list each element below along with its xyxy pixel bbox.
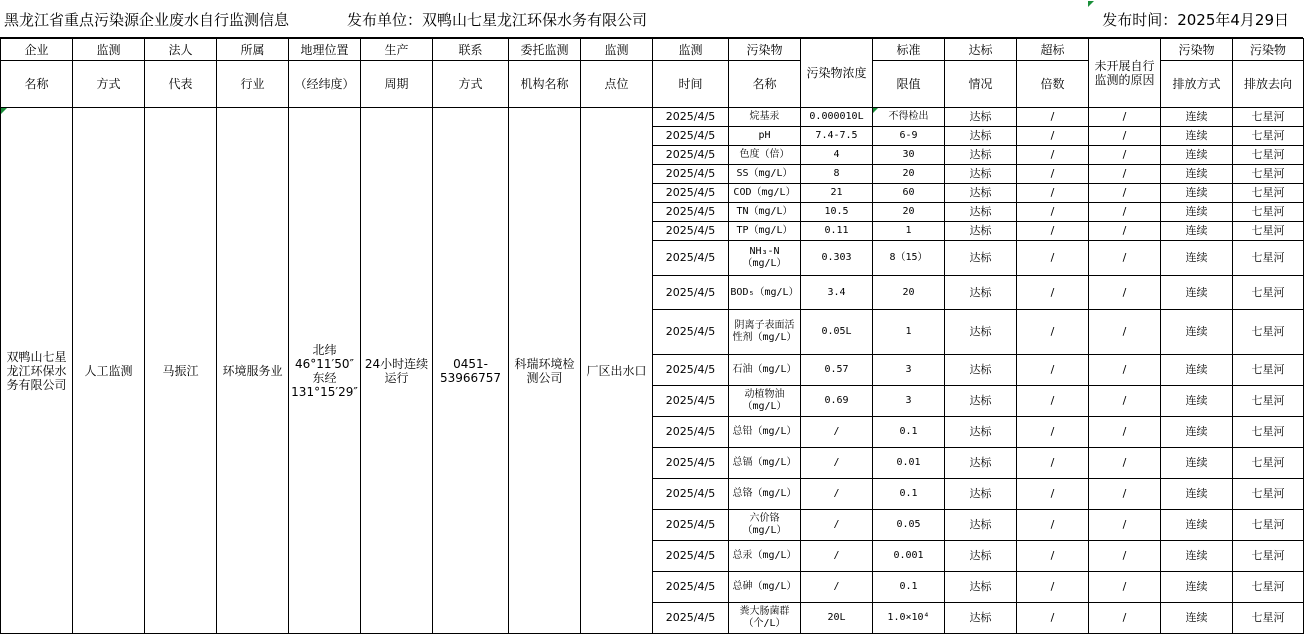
discharge-mode-cell[interactable]: 连续 xyxy=(1161,572,1233,603)
column-header[interactable]: 情况 xyxy=(945,61,1017,108)
column-header[interactable]: 监测 xyxy=(653,39,729,61)
status-cell[interactable]: 达标 xyxy=(945,241,1017,276)
column-header[interactable]: 监测 xyxy=(73,39,145,61)
status-cell[interactable]: 达标 xyxy=(945,127,1017,146)
table-row xyxy=(1,108,1304,127)
date-cell[interactable]: 2025/4/5 xyxy=(653,108,729,127)
discharge-mode-cell[interactable]: 连续 xyxy=(1161,222,1233,241)
limit-cell[interactable]: 3 xyxy=(873,386,945,417)
column-header[interactable]: 排放方式 xyxy=(1161,61,1233,108)
status-cell[interactable]: 达标 xyxy=(945,310,1017,355)
company-cycle-cell[interactable]: 24小时连续运行 xyxy=(361,108,433,634)
limit-cell[interactable]: 8（15） xyxy=(873,241,945,276)
pollutant-cell[interactable]: 总镉（mg/L） xyxy=(729,448,801,479)
column-header[interactable]: 生产 xyxy=(361,39,433,61)
destination-cell[interactable]: 七星河 xyxy=(1233,386,1304,417)
reason-cell[interactable]: / xyxy=(1089,572,1161,603)
destination-cell[interactable]: 七星河 xyxy=(1233,165,1304,184)
pollutant-cell[interactable]: SS（mg/L） xyxy=(729,165,801,184)
column-header[interactable]: 法人 xyxy=(145,39,217,61)
limit-cell[interactable]: 0.01 xyxy=(873,448,945,479)
date-cell[interactable]: 2025/4/5 xyxy=(653,184,729,203)
conc-cell[interactable]: 20L xyxy=(801,603,873,634)
pollutant-cell[interactable]: BOD₅（mg/L） xyxy=(729,276,801,310)
reason-cell[interactable]: / xyxy=(1089,448,1161,479)
destination-cell[interactable]: 七星河 xyxy=(1233,310,1304,355)
destination-cell[interactable]: 七星河 xyxy=(1233,448,1304,479)
pollutant-cell[interactable]: 烷基汞 xyxy=(729,108,801,127)
excess-cell[interactable]: / xyxy=(1017,541,1089,572)
status-cell[interactable]: 达标 xyxy=(945,386,1017,417)
column-header[interactable]: 名称 xyxy=(729,61,801,108)
publish-date: 发布时间：2025年4月29日 xyxy=(1102,11,1289,29)
discharge-mode-cell[interactable]: 连续 xyxy=(1161,310,1233,355)
pollutant-cell[interactable]: 总铅（mg/L） xyxy=(729,417,801,448)
excess-cell[interactable]: / xyxy=(1017,355,1089,386)
date-cell[interactable]: 2025/4/5 xyxy=(653,448,729,479)
column-header[interactable]: 限值 xyxy=(873,61,945,108)
excess-cell[interactable]: / xyxy=(1017,572,1089,603)
reason-cell[interactable]: / xyxy=(1089,108,1161,127)
destination-cell[interactable]: 七星河 xyxy=(1233,222,1304,241)
destination-cell[interactable]: 七星河 xyxy=(1233,510,1304,541)
excess-cell[interactable]: / xyxy=(1017,310,1089,355)
company-location-cell[interactable]: 北纬46°11′50″东经131°15′29″ xyxy=(289,108,361,634)
limit-cell[interactable]: 0.1 xyxy=(873,572,945,603)
conc-cell[interactable]: 0.57 xyxy=(801,355,873,386)
status-cell[interactable]: 达标 xyxy=(945,276,1017,310)
discharge-mode-cell[interactable]: 连续 xyxy=(1161,127,1233,146)
company-industry-cell[interactable]: 环境服务业 xyxy=(217,108,289,634)
limit-cell[interactable]: 60 xyxy=(873,184,945,203)
pollutant-cell[interactable]: COD（mg/L） xyxy=(729,184,801,203)
date-cell[interactable]: 2025/4/5 xyxy=(653,510,729,541)
date-cell[interactable]: 2025/4/5 xyxy=(653,241,729,276)
conc-cell[interactable]: 7.4-7.5 xyxy=(801,127,873,146)
conc-cell[interactable]: 10.5 xyxy=(801,203,873,222)
pollutant-cell[interactable]: 总砷（mg/L） xyxy=(729,572,801,603)
conc-cell[interactable]: / xyxy=(801,448,873,479)
reason-cell[interactable]: / xyxy=(1089,203,1161,222)
discharge-mode-cell[interactable]: 连续 xyxy=(1161,276,1233,310)
pollutant-cell[interactable]: pH xyxy=(729,127,801,146)
column-header[interactable]: 污染物 xyxy=(1161,39,1233,61)
excess-cell[interactable]: / xyxy=(1017,184,1089,203)
column-header[interactable]: 方式 xyxy=(73,61,145,108)
excess-cell[interactable]: / xyxy=(1017,448,1089,479)
excess-cell[interactable]: / xyxy=(1017,479,1089,510)
column-header[interactable]: 污染物 xyxy=(729,39,801,61)
discharge-mode-cell[interactable]: 连续 xyxy=(1161,603,1233,634)
excess-cell[interactable]: / xyxy=(1017,222,1089,241)
discharge-mode-cell[interactable]: 连续 xyxy=(1161,479,1233,510)
destination-cell[interactable]: 七星河 xyxy=(1233,108,1304,127)
reason-cell[interactable]: / xyxy=(1089,310,1161,355)
date-cell[interactable]: 2025/4/5 xyxy=(653,165,729,184)
destination-cell[interactable]: 七星河 xyxy=(1233,241,1304,276)
conc-cell[interactable]: / xyxy=(801,510,873,541)
date-cell[interactable]: 2025/4/5 xyxy=(653,386,729,417)
reason-cell[interactable]: / xyxy=(1089,146,1161,165)
excess-cell[interactable]: / xyxy=(1017,276,1089,310)
discharge-mode-cell[interactable]: 连续 xyxy=(1161,146,1233,165)
column-header[interactable]: 污染物 xyxy=(1233,39,1304,61)
table-body xyxy=(1,39,1304,634)
conc-cell[interactable]: / xyxy=(801,417,873,448)
destination-cell[interactable]: 七星河 xyxy=(1233,127,1304,146)
excess-cell[interactable]: / xyxy=(1017,603,1089,634)
column-header[interactable]: 企业 xyxy=(1,39,73,61)
pollutant-cell[interactable]: 六价铬（mg/L） xyxy=(729,510,801,541)
limit-cell[interactable]: 1 xyxy=(873,310,945,355)
discharge-mode-cell[interactable]: 连续 xyxy=(1161,165,1233,184)
date-cell[interactable]: 2025/4/5 xyxy=(653,146,729,165)
conc-cell[interactable]: 0.000010L xyxy=(801,108,873,127)
monitoring-table xyxy=(0,38,1304,634)
pollutant-cell[interactable]: 总铬（mg/L） xyxy=(729,479,801,510)
conc-cell[interactable]: 21 xyxy=(801,184,873,203)
destination-cell[interactable]: 七星河 xyxy=(1233,417,1304,448)
column-header[interactable]: 未开展自行监测的原因 xyxy=(1089,39,1161,108)
column-header[interactable]: （经纬度） xyxy=(289,61,361,108)
publisher-label: 发布单位：双鸭山七星龙江环保水务有限公司 xyxy=(347,11,648,29)
company-point-cell[interactable]: 厂区出水口 xyxy=(581,108,653,634)
discharge-mode-cell[interactable]: 连续 xyxy=(1161,510,1233,541)
conc-cell[interactable]: 4 xyxy=(801,146,873,165)
pollutant-cell[interactable]: 动植物油（mg/L） xyxy=(729,386,801,417)
limit-cell[interactable]: 20 xyxy=(873,203,945,222)
column-header[interactable]: 时间 xyxy=(653,61,729,108)
company-agency-cell[interactable]: 科瑞环境检测公司 xyxy=(509,108,581,634)
limit-cell[interactable]: 6-9 xyxy=(873,127,945,146)
column-header[interactable]: 达标 xyxy=(945,39,1017,61)
status-cell[interactable]: 达标 xyxy=(945,417,1017,448)
excess-cell[interactable]: / xyxy=(1017,417,1089,448)
column-header[interactable]: 名称 xyxy=(1,61,73,108)
excess-cell[interactable]: / xyxy=(1017,165,1089,184)
limit-cell[interactable]: 0.001 xyxy=(873,541,945,572)
conc-cell[interactable]: 0.69 xyxy=(801,386,873,417)
pollutant-cell[interactable]: 阴离子表面活性剂（mg/L） xyxy=(729,310,801,355)
date-cell[interactable]: 2025/4/5 xyxy=(653,203,729,222)
destination-cell[interactable]: 七星河 xyxy=(1233,355,1304,386)
limit-cell[interactable]: 0.1 xyxy=(873,479,945,510)
column-header[interactable]: 方式 xyxy=(433,61,509,108)
destination-cell[interactable]: 七星河 xyxy=(1233,146,1304,165)
discharge-mode-cell[interactable]: 连续 xyxy=(1161,541,1233,572)
date-cell[interactable]: 2025/4/5 xyxy=(653,572,729,603)
limit-cell[interactable]: 3 xyxy=(873,355,945,386)
date-cell[interactable]: 2025/4/5 xyxy=(653,127,729,146)
pollutant-cell[interactable]: 石油（mg/L） xyxy=(729,355,801,386)
pollutant-cell[interactable]: NH₃-N（mg/L） xyxy=(729,241,801,276)
limit-cell[interactable]: 0.1 xyxy=(873,417,945,448)
column-header[interactable]: 行业 xyxy=(217,61,289,108)
pollutant-cell[interactable]: TN（mg/L） xyxy=(729,203,801,222)
destination-cell[interactable]: 七星河 xyxy=(1233,276,1304,310)
status-cell[interactable]: 达标 xyxy=(945,572,1017,603)
status-cell[interactable]: 达标 xyxy=(945,479,1017,510)
company-legal-rep-cell[interactable]: 马振江 xyxy=(145,108,217,634)
destination-cell[interactable]: 七星河 xyxy=(1233,203,1304,222)
status-cell[interactable]: 达标 xyxy=(945,603,1017,634)
status-cell[interactable]: 达标 xyxy=(945,203,1017,222)
limit-cell[interactable]: 不得检出 xyxy=(873,108,945,127)
conc-cell[interactable]: / xyxy=(801,541,873,572)
conc-cell[interactable]: 0.05L xyxy=(801,310,873,355)
company-method-cell[interactable]: 人工监测 xyxy=(73,108,145,634)
reason-cell[interactable]: / xyxy=(1089,165,1161,184)
comment-marker-icon xyxy=(1088,1,1094,7)
date-cell[interactable]: 2025/4/5 xyxy=(653,310,729,355)
column-header[interactable]: 周期 xyxy=(361,61,433,108)
discharge-mode-cell[interactable]: 连续 xyxy=(1161,417,1233,448)
limit-cell[interactable]: 1.0×10⁴ xyxy=(873,603,945,634)
excess-cell[interactable]: / xyxy=(1017,146,1089,165)
date-cell[interactable]: 2025/4/5 xyxy=(653,479,729,510)
discharge-mode-cell[interactable]: 连续 xyxy=(1161,108,1233,127)
discharge-mode-cell[interactable]: 连续 xyxy=(1161,386,1233,417)
reason-cell[interactable]: / xyxy=(1089,184,1161,203)
pollutant-cell[interactable]: 色度（倍） xyxy=(729,146,801,165)
column-header[interactable]: 代表 xyxy=(145,61,217,108)
date-cell[interactable]: 2025/4/5 xyxy=(653,541,729,572)
destination-cell[interactable]: 七星河 xyxy=(1233,541,1304,572)
reason-cell[interactable]: / xyxy=(1089,541,1161,572)
reason-cell[interactable]: / xyxy=(1089,241,1161,276)
pollutant-cell[interactable]: 总汞（mg/L） xyxy=(729,541,801,572)
column-header[interactable]: 地理位置 xyxy=(289,39,361,61)
conc-cell[interactable]: 0.303 xyxy=(801,241,873,276)
limit-cell[interactable]: 30 xyxy=(873,146,945,165)
column-header[interactable]: 超标 xyxy=(1017,39,1089,61)
reason-cell[interactable]: / xyxy=(1089,510,1161,541)
status-cell[interactable]: 达标 xyxy=(945,165,1017,184)
date-cell[interactable]: 2025/4/5 xyxy=(653,603,729,634)
column-header[interactable]: 倍数 xyxy=(1017,61,1089,108)
pollutant-cell[interactable]: 粪大肠菌群（个/L） xyxy=(729,603,801,634)
excess-cell[interactable]: / xyxy=(1017,510,1089,541)
destination-cell[interactable]: 七星河 xyxy=(1233,184,1304,203)
excess-cell[interactable]: / xyxy=(1017,203,1089,222)
destination-cell[interactable]: 七星河 xyxy=(1233,572,1304,603)
pollutant-cell[interactable]: TP（mg/L） xyxy=(729,222,801,241)
column-header[interactable]: 监测 xyxy=(581,39,653,61)
company-name-cell[interactable]: 双鸭山七星龙江环保水务有限公司 xyxy=(1,108,73,634)
destination-cell[interactable]: 七星河 xyxy=(1233,479,1304,510)
column-header[interactable]: 委托监测 xyxy=(509,39,581,61)
status-cell[interactable]: 达标 xyxy=(945,448,1017,479)
status-cell[interactable]: 达标 xyxy=(945,146,1017,165)
date-cell[interactable]: 2025/4/5 xyxy=(653,417,729,448)
column-header[interactable]: 联系 xyxy=(433,39,509,61)
reason-cell[interactable]: / xyxy=(1089,386,1161,417)
reason-cell[interactable]: / xyxy=(1089,479,1161,510)
column-header[interactable]: 所属 xyxy=(217,39,289,61)
header-row-top xyxy=(1,39,1304,61)
title-bar xyxy=(0,0,1303,38)
column-header[interactable]: 标准 xyxy=(873,39,945,61)
column-header[interactable]: 机构名称 xyxy=(509,61,581,108)
reason-cell[interactable]: / xyxy=(1089,417,1161,448)
excess-cell[interactable]: / xyxy=(1017,108,1089,127)
discharge-mode-cell[interactable]: 连续 xyxy=(1161,184,1233,203)
status-cell[interactable]: 达标 xyxy=(945,108,1017,127)
limit-cell[interactable]: 1 xyxy=(873,222,945,241)
reason-cell[interactable]: / xyxy=(1089,355,1161,386)
column-header[interactable]: 排放去向 xyxy=(1233,61,1304,108)
discharge-mode-cell[interactable]: 连续 xyxy=(1161,355,1233,386)
conc-cell[interactable]: 8 xyxy=(801,165,873,184)
reason-cell[interactable]: / xyxy=(1089,276,1161,310)
excess-cell[interactable]: / xyxy=(1017,127,1089,146)
reason-cell[interactable]: / xyxy=(1089,127,1161,146)
limit-cell[interactable]: 20 xyxy=(873,276,945,310)
status-cell[interactable]: 达标 xyxy=(945,222,1017,241)
column-header[interactable]: 点位 xyxy=(581,61,653,108)
reason-cell[interactable]: / xyxy=(1089,603,1161,634)
limit-cell[interactable]: 20 xyxy=(873,165,945,184)
status-cell[interactable]: 达标 xyxy=(945,355,1017,386)
column-header[interactable]: 污染物浓度 xyxy=(801,39,873,108)
conc-cell[interactable]: / xyxy=(801,572,873,603)
date-cell[interactable]: 2025/4/5 xyxy=(653,355,729,386)
status-cell[interactable]: 达标 xyxy=(945,184,1017,203)
date-cell[interactable]: 2025/4/5 xyxy=(653,222,729,241)
excess-cell[interactable]: / xyxy=(1017,241,1089,276)
conc-cell[interactable]: / xyxy=(801,479,873,510)
destination-cell[interactable]: 七星河 xyxy=(1233,603,1304,634)
discharge-mode-cell[interactable]: 连续 xyxy=(1161,448,1233,479)
company-contact-cell[interactable]: 0451-53966757 xyxy=(433,108,509,634)
status-cell[interactable]: 达标 xyxy=(945,541,1017,572)
date-cell[interactable]: 2025/4/5 xyxy=(653,276,729,310)
excess-cell[interactable]: / xyxy=(1017,386,1089,417)
conc-cell[interactable]: 0.11 xyxy=(801,222,873,241)
limit-cell[interactable]: 0.05 xyxy=(873,510,945,541)
conc-cell[interactable]: 3.4 xyxy=(801,276,873,310)
discharge-mode-cell[interactable]: 连续 xyxy=(1161,241,1233,276)
status-cell[interactable]: 达标 xyxy=(945,510,1017,541)
reason-cell[interactable]: / xyxy=(1089,222,1161,241)
sheet-title: 黑龙江省重点污染源企业废水自行监测信息 xyxy=(4,11,290,29)
discharge-mode-cell[interactable]: 连续 xyxy=(1161,203,1233,222)
